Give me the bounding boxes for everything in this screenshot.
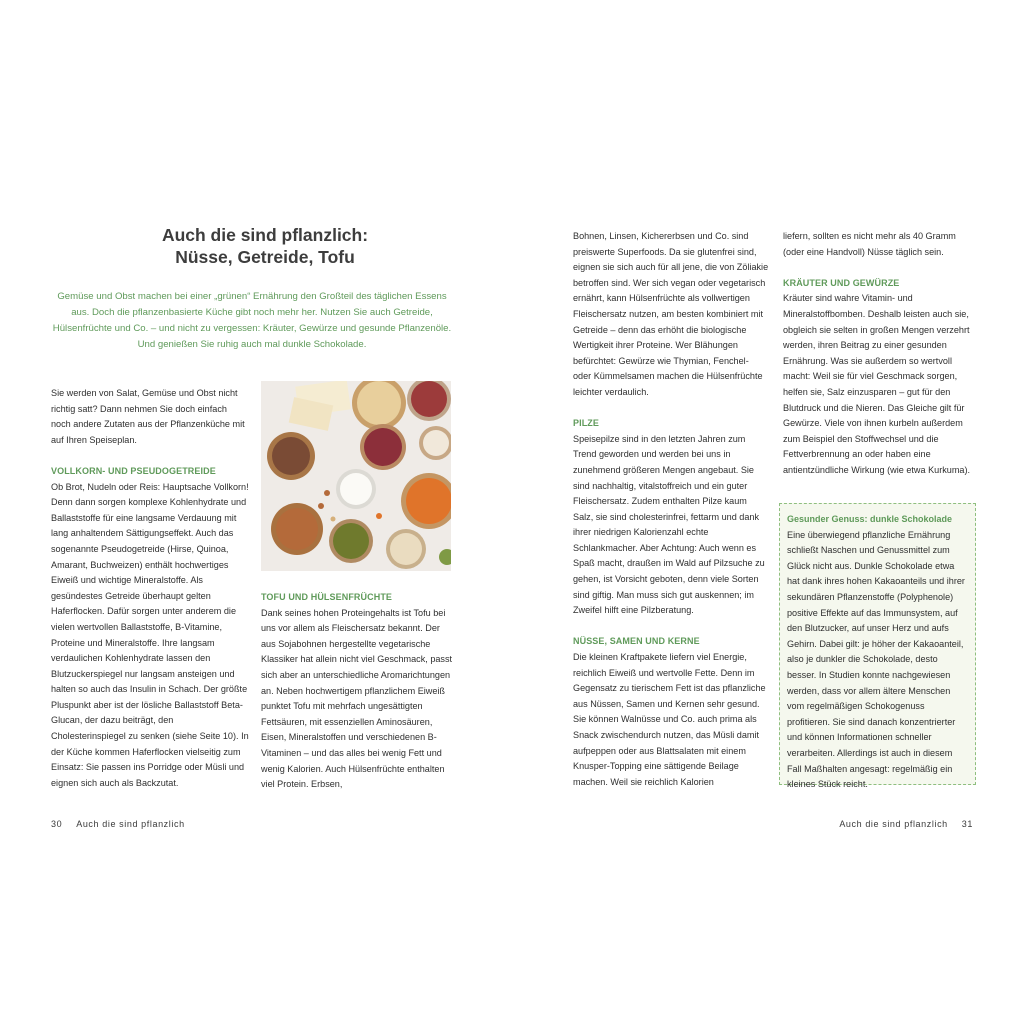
chocolate-info-box [779, 503, 976, 790]
page-number-right: 31 [961, 819, 973, 829]
paragraph-kraeuter: Kräuter sind wahre Vitamin- und Mineralstoffbomben. Deshalb leisten auch sie, obgleich sie selten in großen Mengen verzehrt werden, ihren Beitrag zu einer gesunden Ernährung. Was sie außerdem so wertvoll macht: Weil sie für viel Geschmack sorgen, helfen sie, Salz einzusparen – gut für den Blutdruck und die Nieren. Das Gleiche gilt für Gewürze. Viele von ihnen kurbeln außerdem zum Beispiel den Stoffwechsel und die Fettverbrennung an oder haben eine antientzündliche Wirkung (wie etwa Kurkuma). [783, 293, 971, 475]
lead-paragraph: Sie werden von Salat, Gemüse und Obst nicht richtig satt? Dann nehmen Sie doch einfach noch andere Zutaten aus der Pflanzenküche mit auf Ihren Speiseplan. [51, 388, 245, 445]
paragraph-pilze: Speisepilze sind in den letzten Jahren zum Trend geworden und werden bei uns in zunehmend größeren Mengen angebaut. Sie sind nachhaltig, vitalstoffreich und ein guter Fleischersatz. Zudem enthalten Pilze kaum Salz, sie sind cholesterinfrei, fettarm und dank ihrer niedrigen Kalorienzahl echte Schlankmacher. Aber Achtung: Auch wenn es Spaß macht, draußen im Wald auf Pilzsuche zu gehen, ist Vorsicht geboten, denn viele Sorten sind giftig. Man muss sich gut auskennen; im Zweifel hilft eine Pilzberatung. [573, 433, 765, 616]
paragraph-huelsenfruechte-cont: Bohnen, Linsen, Kichererbsen und Co. sind preiswerte Superfoods. Da sie glutenfrei sind, eignen sie sich auch für all jene, die von Zöliakie betroffen sind. Wer sich vegan oder vegetarisch ernährt, kann Hülsenfrüchte als vollwertigen Fleischersatz nutzen, am besten kombiniert mit Getreide – denn das erhöht die biologische Wertigkeit ihrer Proteine. Wer Blähungen befürchtet: Gewürze wie Thymian, Fenchel- oder Kümmelsamen machen die Hülsenfrüchte leichter verdaulich. [573, 231, 769, 397]
food-photo-illustration [261, 381, 451, 571]
paragraph-nuesse: Die kleinen Kraftpakete liefern viel Energie, reichlich Eiweiß und wertvolle Fette. Denn im Gegensatz zu tierischem Fett ist das pflanzliche aus Nüssen, Samen und Kernen sehr gesund. Sie können Walnüsse und Co. auch prima als Snack zwischendurch nutzen, das Müsli damit aufpeppen oder aus Blattsalaten mit einem Knusper-Topping eine sättigende Beilage machen. Weil sie reichlich Kalorien [573, 652, 766, 787]
food-photo [261, 381, 451, 571]
paragraph-tofu: Dank seines hohen Proteingehalts ist Tofu bei uns vor allem als Fleischersatz bekannt. Der aus Sojabohnen hergestellte vegetarische Klassiker hat allein nicht viel Geschmack, passt sich aber an unterschiedliche Aromarichtungen an. Neben hochwertigem pflanzlichem Eiweiß punktet Tofu mit mehrfach ungesättigten Fettsäuren, mit essenziellen Aminosäuren, Eisen, Mineralstoffen und verschiedenen B-Vitaminen – und das alles bei wenig Fett und wenig Kalorien. Auch Hülsenfrüchte enthalten viel Protein. Erbsen, [261, 607, 453, 790]
footer-right [839, 819, 973, 829]
heading-nuesse: NÜSSE, SAMEN UND KERNE [573, 636, 700, 647]
heading-pilze: PILZE [573, 418, 600, 429]
running-title-right: Auch die sind pflanzlich [839, 819, 948, 829]
page-number-left: 30 [51, 819, 63, 829]
column-4 [783, 229, 973, 479]
column-3 [573, 229, 769, 790]
info-box-text: Eine überwiegend pflanzliche Ernährung schließt Naschen und Genussmittel zum Glück nicht aus. Dunkle Schokolade etwa hat dank ihres hohen Kakaoanteils und ihrer sekundären Pflanzenstoffe (Polyphenole) positive Effekte auf das Immunsystem, auf den Blutzucker, auf unser Herz und aufs Gehirn. Dabei gilt: je höher der Kakaoanteil, also je dunkler die Schokolade, desto besser. In Studien konnte nachgewiesen werden, dass vor allem ältere Menschen vom regelmäßigen Schokogenuss profitieren. Sie sind danach konzentrierter und können Informationen schneller verarbeiten. Allerdings ist auch in diesem Fall Maßhalten angesagt: regelmäßig ein kleines Stück reicht. [787, 529, 965, 790]
title-line-2: Nüsse, Getreide, Tofu [175, 247, 355, 267]
intro-text: Gemüse und Obst machen bei einer „grünen“ Ernährung den Großteil des täglichen Essens aus. Doch die pflanzenbasierte Küche gibt noch mehr her. Nutzen Sie auch Getreide, Hülsenfrüchte und Co. – und nicht zu vergessen: Kräuter, Gewürze und gesunde Pflanzenöle. Und genießen Sie ruhig auch mal dunkle Schokolade. [52, 291, 452, 350]
column-1 [51, 386, 249, 791]
page-title [100, 224, 430, 268]
paragraph-nuesse-cont: liefern, sollten es nicht mehr als 40 Gramm (oder eine Handvoll) Nüsse täglich sein. [783, 231, 956, 257]
heading-kraeuter: KRÄUTER UND GEWÜRZE [783, 277, 900, 288]
info-box-heading: Gesunder Genuss: dunkle Schokolade [787, 514, 953, 524]
paragraph-vollkorn: Ob Brot, Nudeln oder Reis: Hauptsache Vollkorn! Denn dann sorgen komplexe Kohlenhydrate und Ballaststoffe für eine langsame Verdauung mit lang anhaltendem Sättigungseffekt. Auch das sogenannte Pseudogetreide (Hirse, Quinoa, Amarant, Buchweizen) enthält hochwertiges Eiweiß und wichtige Mineralstoffe. Als gesündestes Getreide überhaupt gelten Haferflocken. Dafür sorgen unter anderem die vielen wertvollen Ballaststoffe, B-Vitamine, Proteine und Mineralstoffe. Ihre langsam verdaulichen Kohlenhydrate lassen den Blutzuckerspiegel nur langsam ansteigen und halten so auch das Insulin in Schach. Der größte Pluspunkt aber ist der lösliche Ballaststoff Beta-Glucan, der dazu beiträgt, den Cholesterinspiegel zu senken (siehe Seite 10). In der Küche kommen Haferflocken vielseitig zum Einsatz: Sie passen ins Porridge oder Müsli und eignen sich auch als Backzutat. [51, 481, 249, 788]
column-2 [261, 590, 455, 793]
heading-vollkorn: VOLLKORN- UND PSEUDOGETREIDE [51, 465, 216, 476]
footer-left [51, 819, 185, 829]
running-title-left: Auch die sind pflanzlich [76, 819, 185, 829]
title-line-1: Auch die sind pflanzlich: [161, 225, 369, 245]
heading-tofu: TOFU UND HÜLSENFRÜCHTE [261, 592, 393, 602]
